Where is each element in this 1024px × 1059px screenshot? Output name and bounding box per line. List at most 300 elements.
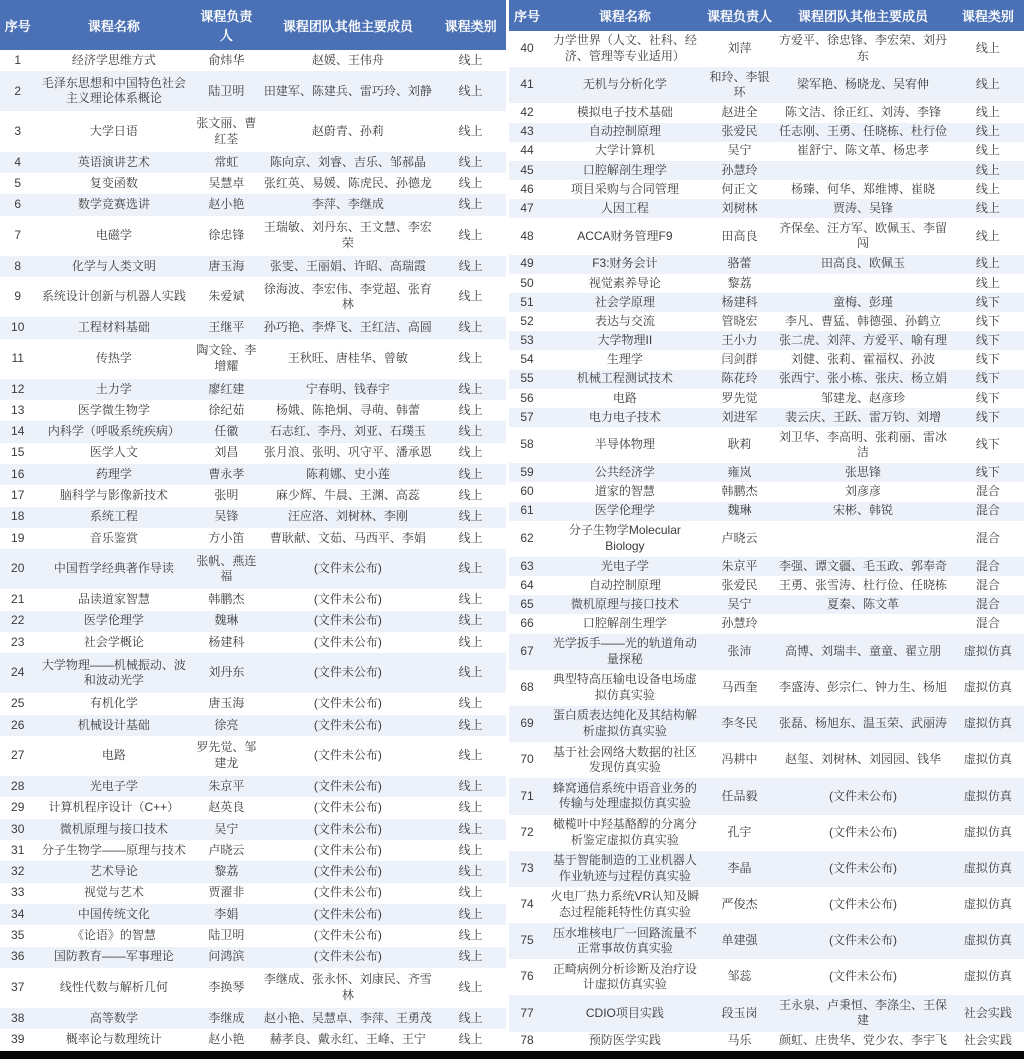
cell-no: 14 (0, 421, 35, 442)
cell-name: 半导体物理 (594, 437, 655, 452)
cell-members: 李强、谭文疆、毛玉政、郭奉奇 (774, 557, 952, 576)
cell-name: 分子生物学——原理与技术 (41, 842, 186, 857)
cell-name: 艺术导论 (35, 861, 192, 882)
table-row (0, 1008, 506, 1029)
cell-no: 50 (520, 275, 534, 290)
column-header-members: 课程团队其他主要成员 (261, 0, 436, 50)
cell-members: (文件未公布) (261, 861, 436, 882)
cell-no: 28 (0, 776, 35, 797)
table-row (509, 180, 1024, 199)
cell-name: 基于社会网络大数据的社区发现仿真实验 (552, 744, 697, 775)
table-row (509, 463, 1024, 482)
cell-members: 徐海波、李宏伟、李党超、张育林 (263, 281, 432, 312)
cell-members: 任志刚、王勇、任晓栋、杜行俭 (774, 123, 952, 142)
cell-members: (文件未公布) (313, 592, 382, 607)
cell-leader: 冯耕中 (721, 752, 758, 767)
cell-name: 微机原理与接口技术 (35, 819, 192, 840)
cell-category: 虚拟仿真 (963, 897, 1012, 912)
cell-leader: 赵英良 (208, 800, 245, 815)
cell-leader: 朱京平 (705, 557, 775, 576)
cell-leader: 陶文铨、李增耀 (196, 343, 257, 373)
cell-members: 赵媛、王伟舟 (311, 52, 384, 67)
table-row (0, 443, 506, 464)
cell-leader: 张明 (214, 488, 239, 503)
table-row (0, 317, 506, 338)
cell-no: 73 (509, 851, 545, 887)
cell-no: 7 (14, 227, 22, 242)
cell-leader: 马西奎 (721, 680, 758, 695)
cell-no: 71 (509, 778, 545, 814)
cell-category: 混合 (952, 502, 1024, 521)
cell-leader: 张文丽、曹红荃 (196, 115, 257, 146)
cell-members: 刘卫华、李高明、张莉丽、雷冰洁 (779, 429, 948, 460)
cell-category: 线上 (952, 123, 1024, 142)
cell-category: 混合 (975, 531, 1000, 546)
table-row (509, 161, 1024, 180)
cell-name: 典型特高压输电设备电场虚拟仿真实验 (552, 672, 697, 702)
cell-name: 电力电子技术 (545, 408, 705, 427)
cell-category: 线上 (458, 885, 483, 900)
cell-no: 48 (520, 228, 534, 243)
cell-category: 线上 (458, 696, 483, 711)
cell-members: 刘彦彦 (845, 484, 882, 499)
cell-category: 社会实践 (952, 995, 1024, 1031)
cell-name: 分子生物学Molecular Biology (568, 523, 681, 553)
cell-name: 英语演讲艺术 (35, 152, 192, 173)
cell-leader: 韩鹏杰 (208, 592, 245, 607)
cell-name: 中国传统文化 (35, 904, 192, 925)
header-row (509, 0, 1024, 31)
cell-no: 64 (520, 577, 534, 592)
cell-category: 混合 (975, 616, 1000, 631)
cell-category: 虚拟仿真 (963, 752, 1012, 767)
cell-no: 24 (0, 653, 35, 693)
cell-name: 光学扳手——光的轨道角动量探秘 (545, 634, 705, 670)
cell-no: 66 (520, 616, 534, 631)
cell-leader: 李冬民 (705, 706, 775, 742)
cell-category: 虚拟仿真 (952, 851, 1024, 887)
cell-members: 石志红、李丹、刘亚、石璞玉 (261, 421, 436, 442)
table-row (0, 883, 506, 904)
cell-category: 线上 (952, 161, 1024, 180)
cell-no: 44 (520, 143, 534, 158)
cell-members: (文件未公布) (261, 947, 436, 968)
cell-members: (文件未公布) (313, 842, 382, 857)
cell-no: 65 (509, 595, 545, 614)
cell-name: 正畸病例分析诊断及治疗设计虚拟仿真实验 (552, 961, 697, 992)
cell-no: 58 (520, 437, 534, 452)
cell-name: 脑科学与影像新技术 (59, 488, 168, 503)
cell-leader: 杨建科 (705, 293, 775, 312)
cell-name: 预防医学实践 (588, 1033, 661, 1048)
cell-leader: 田高良 (721, 228, 758, 243)
cell-no: 22 (0, 611, 35, 632)
table-row (0, 715, 506, 736)
cell-members: (文件未公布) (774, 778, 952, 814)
cell-category: 线上 (435, 861, 506, 882)
cell-category: 线上 (458, 52, 483, 67)
cell-category: 线上 (435, 152, 506, 173)
column-header-name: 课程名称 (545, 0, 705, 31)
course-table-left (0, 0, 506, 1051)
table-row (509, 312, 1024, 331)
table-row (0, 819, 506, 840)
cell-category: 线下 (975, 390, 1000, 405)
cell-no: 31 (11, 842, 25, 857)
cell-no: 38 (0, 1008, 35, 1029)
cell-members: (文件未公布) (313, 696, 382, 711)
table-row (509, 706, 1024, 742)
cell-category: 线下 (975, 352, 1000, 367)
cell-leader: 卢晓云 (721, 531, 758, 546)
table-row (509, 742, 1024, 778)
cell-name: 中国哲学经典著作导读 (35, 549, 192, 589)
cell-name: 大学日语 (89, 123, 138, 138)
cell-no: 54 (520, 352, 534, 367)
table-row (0, 277, 506, 317)
table-row (509, 274, 1024, 293)
table-row (509, 123, 1024, 142)
cell-members: 麻少辉、牛晨、王渊、高蕊 (275, 488, 420, 503)
cell-leader: 唐玉海 (208, 696, 245, 711)
cell-no: 18 (0, 507, 35, 528)
cell-leader: 黎荔 (192, 861, 260, 882)
table-row (509, 255, 1024, 274)
cell-no: 34 (0, 904, 35, 925)
cell-no: 3 (14, 123, 22, 138)
cell-no: 74 (520, 897, 534, 912)
cell-category: 线上 (435, 776, 506, 797)
cell-no: 15 (11, 445, 25, 460)
cell-category: 线上 (952, 199, 1024, 218)
cell-name: 电路 (612, 390, 637, 405)
cell-leader: 朱爱斌 (208, 289, 245, 304)
cell-leader: 曹永孝 (192, 464, 260, 485)
cell-members: 陈向京、刘睿、吉乐、邹郝晶 (261, 152, 436, 173)
table-row (0, 111, 506, 151)
table-row (0, 173, 506, 194)
table-row (509, 557, 1024, 576)
cell-name: 光电子学 (545, 557, 705, 576)
table-row (0, 339, 506, 379)
cell-no: 69 (509, 706, 545, 742)
cell-members: 张二虎、刘萍、方爱平、喻有理 (774, 331, 952, 350)
cell-category: 线上 (435, 71, 506, 111)
cell-category: 线上 (435, 947, 506, 968)
cell-leader: 刘树林 (705, 199, 775, 218)
cell-leader: 李娟 (192, 904, 260, 925)
cell-category: 线上 (458, 1032, 483, 1047)
cell-members: 张月浪、张明、巩守平、潘承恩 (263, 445, 432, 460)
cell-no: 29 (11, 800, 25, 815)
table-row (509, 502, 1024, 521)
table-row (0, 194, 506, 215)
cell-leader: 陆卫明 (208, 928, 245, 943)
cell-category: 线下 (975, 313, 1000, 328)
cell-no: 32 (0, 861, 35, 882)
cell-category: 线上 (952, 67, 1024, 103)
cell-category: 线上 (458, 488, 483, 503)
cell-members: (文件未公布) (261, 653, 436, 693)
cell-leader: 闫剑群 (721, 352, 758, 367)
cell-name: 毛泽东思想和中国特色社会主义理论体系概论 (35, 71, 192, 111)
cell-category: 线下 (952, 408, 1024, 427)
cell-members: 张西宁、张小栋、张庆、杨立娟 (774, 370, 952, 389)
cell-members: 邹建龙、赵彦珍 (821, 390, 906, 405)
table-row (509, 199, 1024, 218)
table-row (0, 968, 506, 1008)
cell-category: 线下 (952, 293, 1024, 312)
cell-members: (文件未公布) (829, 824, 898, 839)
cell-category: 线上 (975, 228, 1000, 243)
cell-name: 微机原理与接口技术 (545, 595, 705, 614)
cell-leader: 任徽 (192, 421, 260, 442)
cell-members: 赵小艳、吴慧卓、李萍、王勇茂 (261, 1008, 436, 1029)
cell-members: 王秋旺、唐桂华、曾敏 (287, 350, 408, 365)
cell-name: 大学物理——机械振动、波和波动光学 (35, 653, 192, 693)
table-row (509, 778, 1024, 814)
table-row (509, 959, 1024, 995)
cell-name: 视觉与艺术 (83, 885, 144, 900)
cell-name: CDIO项目实践 (545, 995, 705, 1031)
cell-leader: 王继平 (192, 317, 260, 338)
table-row (0, 632, 506, 653)
cell-members: 陈文洁、徐正红、刘涛、李锋 (785, 105, 942, 120)
column-header-name: 课程名称 (35, 0, 192, 50)
table-row (509, 923, 1024, 959)
cell-name: 系统设计创新与机器人实践 (41, 289, 186, 304)
table-row (509, 576, 1024, 595)
cell-leader: 张爱民 (721, 577, 758, 592)
cell-members: 颜虹、庄贵华、党少农、李宇飞 (779, 1033, 948, 1048)
cell-members: 张思锋 (774, 463, 952, 482)
cell-no: 10 (0, 317, 35, 338)
table-row (509, 887, 1024, 923)
cell-category: 混合 (952, 557, 1024, 576)
cell-no: 8 (0, 256, 35, 277)
cell-leader: 罗先觉、邹建龙 (196, 740, 257, 771)
table-row (0, 589, 506, 610)
table-row (0, 797, 506, 818)
cell-name: 公共经济学 (545, 463, 705, 482)
cell-category: 线上 (435, 421, 506, 442)
cell-category: 线上 (458, 634, 483, 649)
cell-name: 口腔解剖生理学 (582, 616, 667, 631)
cell-no: 45 (509, 161, 545, 180)
cell-no: 49 (509, 255, 545, 274)
cell-no: 77 (509, 995, 545, 1031)
table-row (0, 947, 506, 968)
cell-name: 复变函数 (89, 175, 138, 190)
cell-members: 宁春明、钱春宇 (261, 379, 436, 400)
cell-leader: 孙慧玲 (705, 161, 775, 180)
cell-members: 刘健、张莉、霍福权、孙波 (791, 352, 936, 367)
column-header-no: 序号 (0, 0, 35, 50)
cell-leader: 吴宁 (727, 143, 752, 158)
column-header-category: 课程类别 (952, 0, 1024, 31)
cell-members: 宋彬、韩锐 (774, 502, 952, 521)
table-row (0, 861, 506, 882)
cell-category: 虚拟仿真 (963, 969, 1012, 984)
cell-category: 混合 (975, 577, 1000, 592)
cell-name: 计算机程序设计（C++） (48, 800, 180, 815)
cell-category: 混合 (952, 595, 1024, 614)
table-row (509, 103, 1024, 122)
cell-leader: 杨建科 (208, 634, 245, 649)
cell-leader: 徐纪茹 (208, 402, 245, 417)
cell-leader: 朱京平 (192, 776, 260, 797)
cell-members: 夏秦、陈文革 (774, 595, 952, 614)
cell-name: 压水堆核电厂一回路流量不正常事故仿真实验 (545, 923, 705, 959)
cell-no: 67 (509, 634, 545, 670)
cell-members (774, 614, 952, 633)
cell-category: 线上 (458, 445, 483, 460)
table-row (509, 293, 1024, 312)
cell-members: 孙巧艳、李烨飞、王红洁、高圆 (261, 317, 436, 338)
cell-no: 53 (509, 331, 545, 350)
cell-no: 12 (0, 379, 35, 400)
cell-no: 72 (520, 824, 534, 839)
column-header-category: 课程类别 (435, 0, 506, 50)
cell-leader: 马乐 (727, 1033, 752, 1048)
cell-leader: 陆卫明 (192, 71, 260, 111)
cell-leader: 单建强 (705, 923, 775, 959)
cell-name: 大学物理II (545, 331, 705, 350)
cell-no: 4 (0, 152, 35, 173)
cell-leader: 刘萍 (727, 41, 752, 56)
cell-no: 11 (11, 350, 24, 365)
cell-category: 线上 (458, 928, 483, 943)
table-row (0, 507, 506, 528)
cell-category: 线上 (435, 1008, 506, 1029)
cell-category: 线上 (458, 227, 483, 242)
cell-members: 贾涛、吴锋 (774, 199, 952, 218)
course-table-right (509, 0, 1024, 1051)
table-row (509, 851, 1024, 887)
cell-no: 75 (509, 923, 545, 959)
cell-leader: 李继成 (192, 1008, 260, 1029)
cell-no: 57 (509, 408, 545, 427)
header-row (0, 0, 506, 50)
table-row (0, 464, 506, 485)
cell-members: 李凡、曹猛、韩德强、孙鹤立 (785, 313, 942, 328)
cell-members: 李继成、张永怀、刘康民、齐雪林 (263, 972, 432, 1002)
cell-members: 高博、刘瑞丰、童童、翟立朋 (774, 634, 952, 670)
table-row (0, 776, 506, 797)
cell-no: 21 (11, 592, 25, 607)
cell-name: 火电厂热力系统VR认知及瞬态过程能耗特性仿真实验 (550, 889, 700, 919)
cell-members: 王瑞敏、刘丹东、王文慧、李宏荣 (263, 220, 432, 250)
cell-name: 橄榄叶中羟基酪醇的分离分析鉴定虚拟仿真实验 (552, 816, 697, 847)
table-row (0, 840, 506, 861)
cell-no: 5 (14, 175, 22, 190)
cell-members: 方爱平、徐忠锋、李宏荣、刘丹东 (779, 33, 948, 64)
cell-members: (文件未公布) (774, 923, 952, 959)
table-row (0, 256, 506, 277)
cell-leader: 孔宇 (727, 824, 752, 839)
cell-name: 机械工程测试技术 (545, 370, 705, 389)
cell-category: 线上 (458, 402, 483, 417)
cell-no: 2 (0, 71, 35, 111)
cell-no: 13 (11, 402, 25, 417)
cell-members: 张红英、易媛、陈虎民、孙德龙 (263, 175, 432, 190)
cell-no: 63 (509, 557, 545, 576)
table-row (0, 693, 506, 714)
cell-no: 78 (520, 1033, 534, 1048)
table-row (0, 653, 506, 693)
cell-leader: 吴慧卓 (208, 175, 245, 190)
cell-leader: 唐玉海 (192, 256, 260, 277)
column-header-members: 课程团队其他主要成员 (774, 0, 952, 31)
cell-members: 赵蔚青、孙莉 (311, 123, 384, 138)
cell-members: 杨娥、陈艳炯、寻萌、韩蕾 (275, 402, 420, 417)
cell-no: 76 (520, 969, 534, 984)
cell-members: 李盛涛、彭宗仁、钟力生、杨旭 (779, 680, 948, 695)
cell-leader: 张爱民 (705, 123, 775, 142)
cell-leader: 陈花玲 (705, 370, 775, 389)
cell-category: 虚拟仿真 (952, 923, 1024, 959)
cell-members: (文件未公布) (261, 904, 436, 925)
cell-no: 42 (520, 105, 534, 120)
cell-category: 线上 (435, 317, 506, 338)
table-row (0, 528, 506, 549)
cell-members: 张雯、王丽娟、许昭、高瑞霞 (261, 256, 436, 277)
cell-no: 61 (509, 502, 545, 521)
cell-name: 机械设计基础 (35, 715, 192, 736)
cell-name: 药理学 (35, 464, 192, 485)
cell-name: 自动控制原理 (545, 123, 705, 142)
cell-members: 王勇、张雪涛、杜行俭、任晓栋 (779, 577, 948, 592)
cell-category: 线上 (458, 800, 483, 815)
cell-leader: 何正文 (721, 181, 758, 196)
cell-leader: 张沛 (705, 634, 775, 670)
cell-members (774, 274, 952, 293)
cell-leader: 黎荔 (727, 275, 752, 290)
cell-members: 裴云庆、王跃、雷万钧、刘增 (774, 408, 952, 427)
cell-name: 社会学原理 (545, 293, 705, 312)
table-row (509, 218, 1024, 254)
cell-name: 工程材料基础 (35, 317, 192, 338)
cell-name: 医学微生物学 (77, 402, 150, 417)
cell-category: 线上 (975, 181, 1000, 196)
table-row (509, 389, 1024, 408)
table-row (509, 634, 1024, 670)
cell-name: 表达与交流 (594, 313, 655, 328)
table-row (509, 370, 1024, 389)
cell-members: 梁军艳、杨晓龙、吴宥伸 (774, 67, 952, 103)
cell-leader: 吴宁 (192, 819, 260, 840)
cell-name: 蛋白质表达纯化及其结构解析虚拟仿真实验 (545, 706, 705, 742)
cell-members: 田建军、陈建兵、雷巧玲、刘静 (261, 71, 436, 111)
cell-no: 41 (509, 67, 545, 103)
cell-no: 55 (509, 370, 545, 389)
table-row (0, 611, 506, 632)
cell-leader: 王小力 (705, 331, 775, 350)
cell-no: 36 (0, 947, 35, 968)
cell-category: 线上 (975, 143, 1000, 158)
cell-category: 线上 (458, 530, 483, 545)
cell-members: (文件未公布) (774, 851, 952, 887)
cell-name: 医学伦理学 (545, 502, 705, 521)
cell-members: (文件未公布) (313, 634, 382, 649)
cell-category: 社会实践 (963, 1033, 1012, 1048)
cell-leader: 骆蕾 (705, 255, 775, 274)
cell-no: 20 (0, 549, 35, 589)
cell-category: 线上 (435, 715, 506, 736)
cell-leader: 严俊杰 (721, 897, 758, 912)
cell-members: (文件未公布) (829, 969, 898, 984)
cell-category: 线上 (458, 980, 483, 995)
